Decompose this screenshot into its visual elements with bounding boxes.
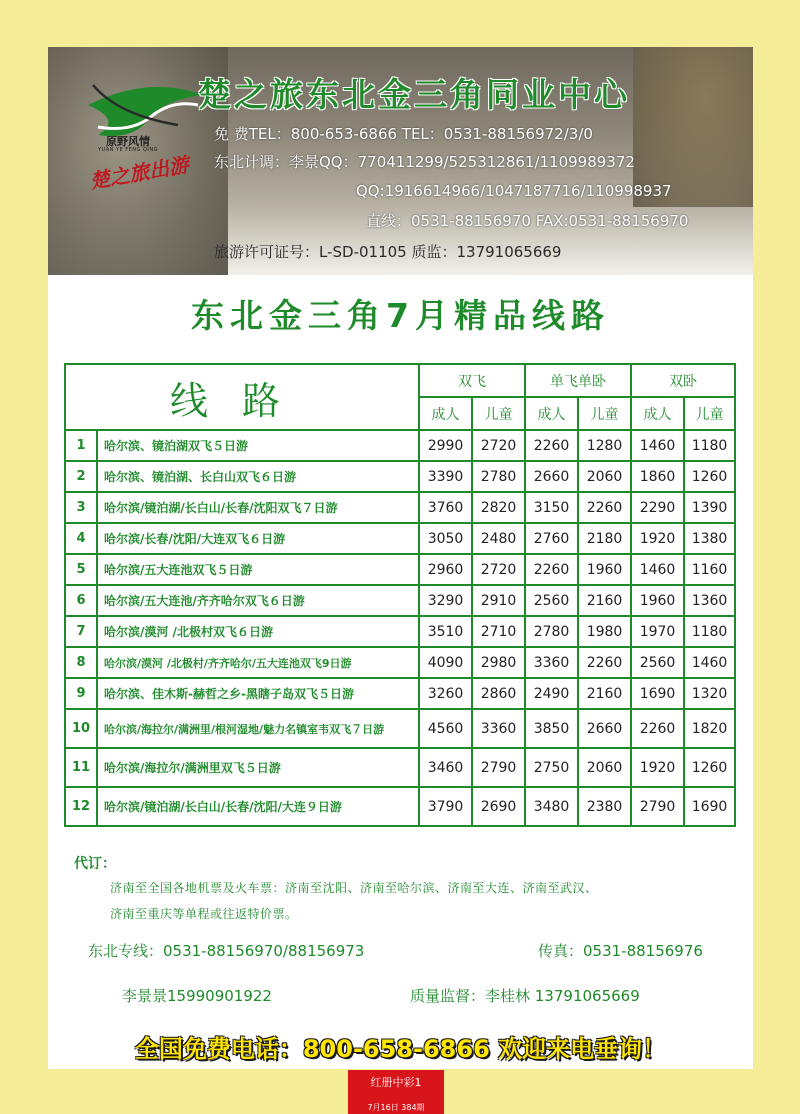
price-cell: 1180 <box>684 430 735 461</box>
route-number: 3 <box>65 492 97 523</box>
price-cell: 2980 <box>472 647 525 678</box>
route-name: 哈尔滨/五大连池双飞５日游 <box>97 554 419 585</box>
price-cell: 3790 <box>419 787 472 826</box>
price-cell: 2960 <box>419 554 472 585</box>
price-cell: 3360 <box>472 709 525 748</box>
price-cell: 3260 <box>419 678 472 709</box>
northeast-hotline: 东北专线：0531-88156970/88156973 <box>88 942 365 960</box>
price-cell: 3150 <box>525 492 578 523</box>
price-cell: 1920 <box>631 748 684 787</box>
price-cell: 1390 <box>684 492 735 523</box>
price-cell: 2990 <box>419 430 472 461</box>
price-cell: 1380 <box>684 523 735 554</box>
company-title: 楚之旅东北金三角同业中心 <box>198 75 630 114</box>
price-cell: 4560 <box>419 709 472 748</box>
route-name: 哈尔滨/镜泊湖/长白山/长春/沈阳双飞７日游 <box>97 492 419 523</box>
price-cell: 2780 <box>472 461 525 492</box>
route-number: 7 <box>65 616 97 647</box>
price-cell: 2380 <box>578 787 631 826</box>
route-number: 12 <box>65 787 97 826</box>
price-cell: 2260 <box>578 492 631 523</box>
route-name: 哈尔滨/镜泊湖/长白山/长春/沈阳/大连９日游 <box>97 787 419 826</box>
price-cell: 2260 <box>578 647 631 678</box>
price-cell: 3360 <box>525 647 578 678</box>
price-cell: 1360 <box>684 585 735 616</box>
sub-header-child: 儿童 <box>578 397 631 430</box>
price-cell: 2560 <box>525 585 578 616</box>
route-number: 2 <box>65 461 97 492</box>
price-cell: 1280 <box>578 430 631 461</box>
price-cell: 2660 <box>578 709 631 748</box>
price-cell: 1260 <box>684 748 735 787</box>
price-cell: 1460 <box>631 554 684 585</box>
route-number: 6 <box>65 585 97 616</box>
route-name: 哈尔滨/五大连池/齐齐哈尔双飞６日游 <box>97 585 419 616</box>
price-cell: 1980 <box>578 616 631 647</box>
route-number: 1 <box>65 430 97 461</box>
price-cell: 1960 <box>578 554 631 585</box>
price-cell: 1690 <box>631 678 684 709</box>
route-number: 8 <box>65 647 97 678</box>
booking-line-1: 济南至全国各地机票及火车票：济南至沈阳、济南至哈尔滨、济南至大连、济南至武汉、 <box>110 881 598 895</box>
price-cell: 2160 <box>578 585 631 616</box>
logo-subtext: YUAN YE FENG QING <box>97 147 159 153</box>
price-cell: 2780 <box>525 616 578 647</box>
contact-person: 李景景15990901922 <box>122 987 272 1005</box>
table-row <box>65 647 735 678</box>
issue-tab-title: 红册中彩1 <box>370 1076 422 1089</box>
price-cell: 2260 <box>631 709 684 748</box>
route-number: 10 <box>65 709 97 748</box>
price-cell: 2720 <box>472 554 525 585</box>
price-cell: 2860 <box>472 678 525 709</box>
booking-line-2: 济南至重庆等单程或往返特价票。 <box>110 907 298 921</box>
price-cell: 1180 <box>684 616 735 647</box>
route-rows <box>65 430 735 826</box>
price-cell: 2790 <box>631 787 684 826</box>
header-banner <box>48 47 753 275</box>
price-cell: 3460 <box>419 748 472 787</box>
table-row <box>65 616 735 647</box>
price-cell: 2260 <box>525 430 578 461</box>
table-row <box>65 554 735 585</box>
route-name: 哈尔滨/漠河 /北极村双飞６日游 <box>97 616 419 647</box>
price-cell: 3290 <box>419 585 472 616</box>
fax-number: 传真：0531-88156976 <box>538 942 703 960</box>
sub-header-adult: 成人 <box>419 397 472 430</box>
price-cell: 2690 <box>472 787 525 826</box>
group-header-double-sleeper: 双卧 <box>631 364 735 397</box>
table-row <box>65 678 735 709</box>
quality-supervision: 质量监督：李桂林 13791065669 <box>410 987 640 1005</box>
qq-line-1: 东北计调：李景QQ：770411299/525312861/1109989372 <box>214 153 635 171</box>
price-cell: 1460 <box>684 647 735 678</box>
price-cell: 1970 <box>631 616 684 647</box>
route-name: 哈尔滨/海拉尔/满洲里双飞５日游 <box>97 748 419 787</box>
price-cell: 3850 <box>525 709 578 748</box>
group-header-flight-sleeper: 单飞单卧 <box>525 364 631 397</box>
price-cell: 2060 <box>578 748 631 787</box>
route-name: 哈尔滨、佳木斯-赫哲之乡-黑瞎子岛双飞５日游 <box>97 678 419 709</box>
price-cell: 2180 <box>578 523 631 554</box>
route-name: 哈尔滨、镜泊湖、长白山双飞６日游 <box>97 461 419 492</box>
price-cell: 1260 <box>684 461 735 492</box>
price-cell: 2160 <box>578 678 631 709</box>
group-header-double-flight: 双飞 <box>419 364 525 397</box>
logo-text: 原野风情 <box>106 135 150 148</box>
sub-header-adult: 成人 <box>525 397 578 430</box>
price-cell: 1920 <box>631 523 684 554</box>
price-cell: 1960 <box>631 585 684 616</box>
price-cell: 2720 <box>472 430 525 461</box>
route-column-header: 线路 <box>65 364 419 430</box>
price-cell: 3390 <box>419 461 472 492</box>
price-cell: 3480 <box>525 787 578 826</box>
route-number: 9 <box>65 678 97 709</box>
price-cell: 1690 <box>684 787 735 826</box>
price-cell: 2560 <box>631 647 684 678</box>
issue-tab <box>348 1070 444 1114</box>
route-number: 11 <box>65 748 97 787</box>
sub-header-child: 儿童 <box>472 397 525 430</box>
booking-label: 代订： <box>74 856 116 872</box>
logo-brand-script: 楚之旅出游 <box>87 152 191 194</box>
main-title: 东北金三角7月精品线路 <box>191 296 610 335</box>
price-cell: 2760 <box>525 523 578 554</box>
price-cell: 2290 <box>631 492 684 523</box>
price-cell: 2060 <box>578 461 631 492</box>
price-cell: 1320 <box>684 678 735 709</box>
price-cell: 2480 <box>472 523 525 554</box>
price-cell: 1160 <box>684 554 735 585</box>
qq-line-2: QQ:1916614966/1047187716/110998937 <box>356 182 672 200</box>
price-cell: 2660 <box>525 461 578 492</box>
table-row <box>65 461 735 492</box>
route-name: 哈尔滨/漠河 /北极村/齐齐哈尔/五大连池双飞9日游 <box>97 647 419 678</box>
route-name: 哈尔滨、镜泊湖双飞５日游 <box>97 430 419 461</box>
direct-fax-line: 直线：0531-88156970 FAX:0531-88156970 <box>366 212 689 230</box>
issue-tab-date: 7月16日 384期 <box>367 1103 425 1112</box>
table-row <box>65 585 735 616</box>
sub-header-adult: 成人 <box>631 397 684 430</box>
price-cell: 1820 <box>684 709 735 748</box>
route-price-table <box>64 363 736 827</box>
price-cell: 2490 <box>525 678 578 709</box>
price-cell: 2910 <box>472 585 525 616</box>
price-cell: 3760 <box>419 492 472 523</box>
price-cell: 2260 <box>525 554 578 585</box>
table-row <box>65 430 735 461</box>
tel-line: 免 费TEL：800-653-6866 TEL：0531-88156972/3/0 <box>214 125 593 143</box>
table-row <box>65 492 735 523</box>
price-cell: 4090 <box>419 647 472 678</box>
price-cell: 2790 <box>472 748 525 787</box>
route-number: 4 <box>65 523 97 554</box>
price-cell: 1460 <box>631 430 684 461</box>
price-cell: 1860 <box>631 461 684 492</box>
license-line: 旅游许可证号：L-SD-01105 质监：13791065669 <box>214 243 562 261</box>
price-cell: 2710 <box>472 616 525 647</box>
table-row <box>65 709 735 748</box>
free-hotline-banner: 全国免费电话：800-658-6866 欢迎来电垂询！ <box>134 1035 667 1063</box>
sub-header-child: 儿童 <box>684 397 735 430</box>
route-number: 5 <box>65 554 97 585</box>
price-cell: 2820 <box>472 492 525 523</box>
route-name: 哈尔滨/海拉尔/满洲里/根河湿地/魅力名镇室韦双飞７日游 <box>97 709 419 748</box>
flyer-sheet <box>48 47 753 1069</box>
table-row <box>65 523 735 554</box>
table-row <box>65 748 735 787</box>
price-cell: 3050 <box>419 523 472 554</box>
route-name: 哈尔滨/长春/沈阳/大连双飞６日游 <box>97 523 419 554</box>
price-cell: 2750 <box>525 748 578 787</box>
table-row <box>65 787 735 826</box>
price-cell: 3510 <box>419 616 472 647</box>
